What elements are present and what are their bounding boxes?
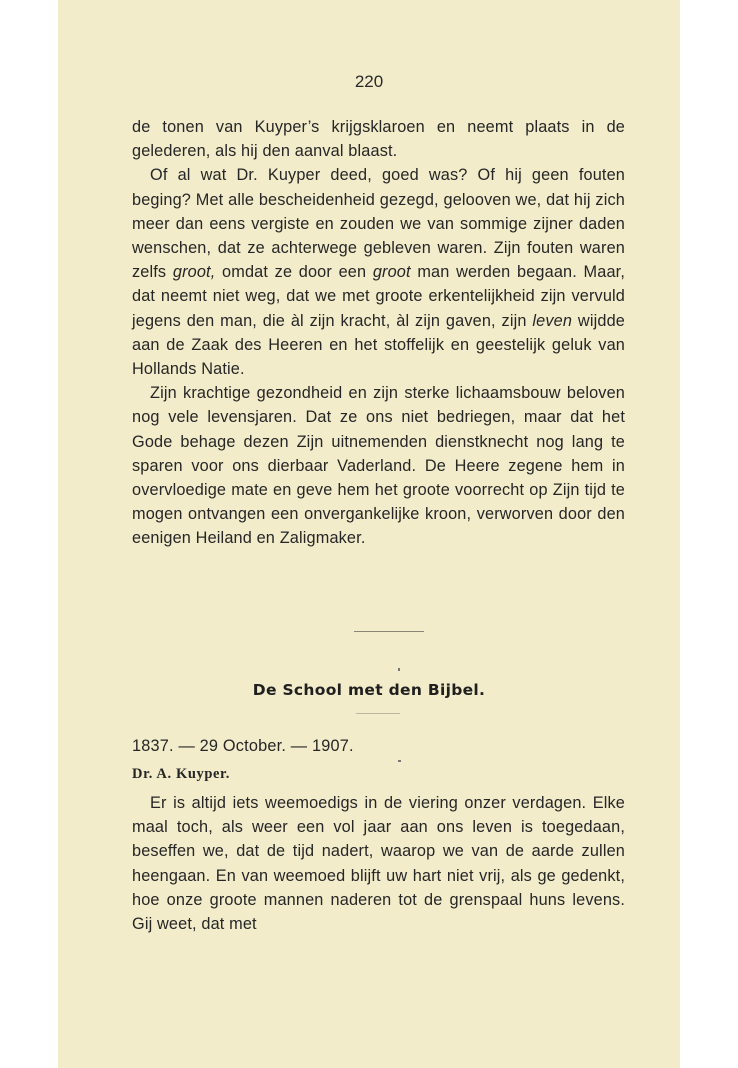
section-divider xyxy=(354,631,424,632)
paragraph xyxy=(132,115,625,163)
italic-text: groot xyxy=(372,263,411,282)
body-text-bottom xyxy=(132,791,625,936)
body-text-top xyxy=(132,115,625,551)
italic-text: groot, xyxy=(172,263,216,282)
text-run: man werden begaan. Maar, dat neemt niet weg, dat we met groote erkentelijkheid zijn vervuld jegens den man, die àl zijn kracht, àl zijn gaven, zijn xyxy=(132,263,625,330)
author-line: Dr. A. Kuyper. xyxy=(132,766,230,782)
text-run: Er is altijd iets weemoedigs in de viering onzer verdagen. Elke maal toch, als weer een vol jaar aan ons leven is toegedaan, beseffen we, dat de tijd nadert, waarop we van de aarde zullen heengaan. En van weemoed blijft uw hart niet vrij, als ge gedenkt, hoe onze groote mannen naderen tot de grenspaal huns levens. Gij weet, dat met xyxy=(132,794,625,934)
paragraph xyxy=(132,381,625,550)
text-run: omdat ze door een xyxy=(215,263,373,282)
heading-underline xyxy=(356,713,400,714)
page-number: 220 xyxy=(354,72,384,91)
ink-speck xyxy=(398,668,400,671)
ink-speck xyxy=(398,760,401,762)
italic-text: leven xyxy=(532,311,573,330)
text-run: Of al wat Dr. Kuyper deed, goed was? Of hij geen fouten beging? Met alle bescheidenheid gezegd, gelooven we, dat hij zich meer dan eens vergiste en zouden we van sommige zijner daden wenschen, dat ze achterwege gebleven waren. Zijn fouten waren zelfs xyxy=(132,166,625,282)
book-page xyxy=(58,0,680,1068)
text-run: Zijn krachtige gezondheid en zijn sterke lichaamsbouw beloven nog vele levensjaren. Dat ze ons niet bedriegen, maar dat het Gode behage dezen Zijn uitnemenden dienstknecht nog lang te sparen voor ons dierbaar Vaderland. De Heere zegene hem in overvloedige mate en geve hem het groote voorrecht op Zijn tijd te mogen ontvangen een onvergankelijke kroon, verworven door den eenigen Heiland en Zaligmaker. xyxy=(132,384,625,548)
date-line: 1837. — 29 October. — 1907. xyxy=(132,737,354,755)
text-run: wijdde aan de Zaak des Heeren en het stoffelijk en geestelijk geluk van Hollands Natie. xyxy=(132,311,625,379)
paragraph xyxy=(132,791,625,936)
paragraph xyxy=(132,163,625,381)
text-run: de tonen van Kuyper’s krijgsklaroen en neemt plaats in de gelederen, als hij den aanval blaast. xyxy=(132,118,625,161)
section-heading: De School met den Bijbel. xyxy=(252,681,486,699)
